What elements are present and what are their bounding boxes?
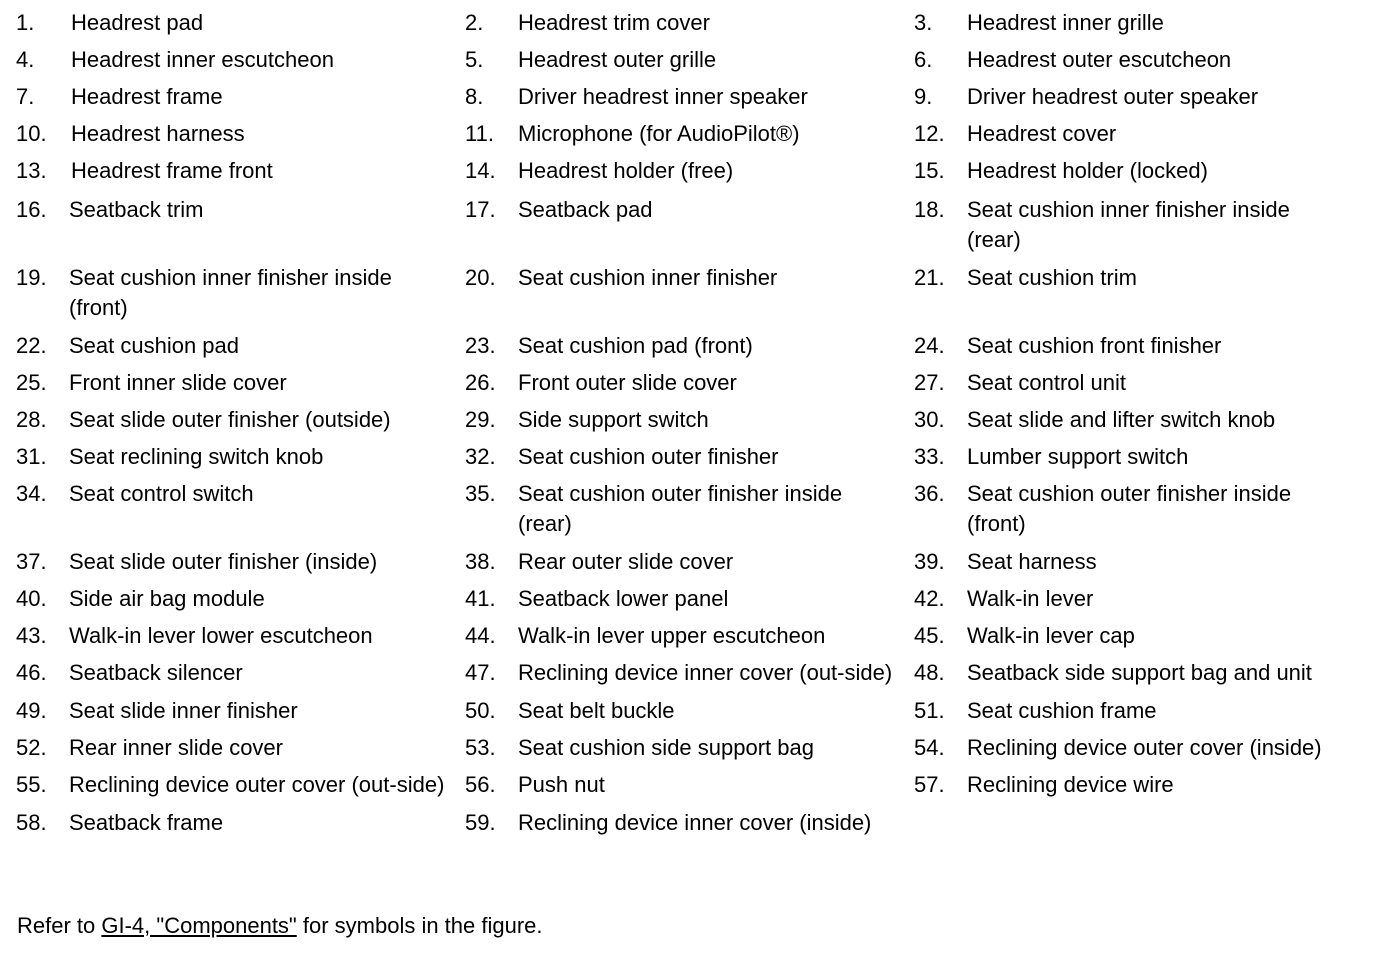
legend-item [914, 263, 1363, 293]
item-label: Seat cushion inner finisher inside (rear) [967, 197, 1290, 252]
item-label: Seatback trim [69, 197, 204, 222]
item-number: 12. [914, 121, 945, 146]
legend-row [16, 658, 1376, 688]
item-number: 27. [914, 370, 945, 395]
item-number: 47. [465, 660, 496, 685]
item-number: 36. [914, 481, 945, 506]
item-label: Seat slide and lifter switch knob [967, 407, 1276, 432]
legend-row [16, 442, 1376, 472]
item-number: 2. [465, 10, 484, 35]
legend-item [465, 696, 914, 726]
legend-item [465, 119, 914, 149]
legend-item [914, 45, 1363, 75]
legend-item [465, 8, 914, 38]
legend-item [16, 770, 465, 800]
legend-item [16, 547, 465, 577]
legend-item [914, 8, 1363, 38]
legend-item [914, 331, 1363, 361]
item-label: Headrest trim cover [518, 10, 710, 35]
legend-item [16, 442, 465, 472]
item-number: 3. [914, 10, 933, 35]
item-label: Lumber support switch [967, 444, 1189, 469]
legend-row [16, 621, 1376, 651]
item-number: 37. [16, 549, 47, 574]
item-number: 22. [16, 333, 47, 358]
legend-row [16, 479, 1376, 539]
item-label: Headrest holder (free) [518, 158, 734, 183]
item-label: Front inner slide cover [69, 370, 287, 395]
legend-item [465, 584, 914, 614]
components-link[interactable]: GI-4, "Components" [101, 913, 297, 938]
item-number: 9. [914, 84, 933, 109]
legend-item [465, 658, 914, 688]
item-label: Walk-in lever [967, 586, 1094, 611]
legend-item [16, 733, 465, 763]
item-number: 50. [465, 698, 496, 723]
item-number: 29. [465, 407, 496, 432]
item-number: 4. [16, 47, 35, 72]
item-label: Seat cushion inner finisher [518, 265, 778, 290]
legend-item [465, 405, 914, 435]
item-label: Headrest pad [71, 10, 204, 35]
item-label: Driver headrest outer speaker [967, 84, 1259, 109]
legend-item [914, 156, 1363, 186]
item-number: 57. [914, 772, 945, 797]
item-number: 23. [465, 333, 496, 358]
legend-item [465, 263, 914, 293]
item-number: 46. [16, 660, 47, 685]
legend-item [16, 8, 465, 38]
item-number: 14. [465, 158, 496, 183]
item-number: 44. [465, 623, 496, 648]
legend-item [16, 808, 465, 838]
item-label: Reclining device inner cover (out-side) [518, 660, 893, 685]
legend-item [16, 45, 465, 75]
legend-item [914, 368, 1363, 398]
item-number: 13. [16, 158, 47, 183]
item-number: 32. [465, 444, 496, 469]
legend-item [16, 368, 465, 398]
item-label: Headrest frame front [71, 158, 273, 183]
legend-item [16, 584, 465, 614]
item-number: 59. [465, 810, 496, 835]
item-number: 55. [16, 772, 47, 797]
reference-prefix: Refer to [17, 913, 102, 938]
reference-suffix: for symbols in the figure. [296, 913, 543, 938]
legend-row [16, 808, 1376, 838]
item-label: Side air bag module [69, 586, 265, 611]
legend-item [465, 733, 914, 763]
legend-item [16, 156, 465, 186]
legend-item [16, 119, 465, 149]
item-label: Seat slide outer finisher (outside) [69, 407, 391, 432]
item-label: Seat harness [967, 549, 1097, 574]
item-label: Seat cushion pad (front) [518, 333, 753, 358]
legend-item [16, 479, 465, 509]
item-label: Seatback frame [69, 810, 224, 835]
item-number: 58. [16, 810, 47, 835]
item-label: Rear outer slide cover [518, 549, 734, 574]
item-number: 21. [914, 265, 945, 290]
item-label: Reclining device inner cover (inside) [518, 810, 872, 835]
legend-row [16, 195, 1376, 255]
legend-item [914, 621, 1363, 651]
item-number: 53. [465, 735, 496, 760]
item-label: Seat cushion outer finisher inside (front) [967, 481, 1292, 536]
legend-item [16, 696, 465, 726]
legend-row [16, 733, 1376, 763]
legend-item [914, 547, 1363, 577]
legend-item [465, 479, 914, 539]
parts-legend [16, 8, 1376, 845]
item-label: Seat reclining switch knob [69, 444, 324, 469]
legend-row [16, 45, 1376, 75]
legend-row [16, 82, 1376, 112]
item-label: Driver headrest inner speaker [518, 84, 808, 109]
item-number: 18. [914, 197, 945, 222]
item-label: Front outer slide cover [518, 370, 737, 395]
item-label: Seat cushion pad [69, 333, 240, 358]
legend-item [465, 45, 914, 75]
item-label: Seatback side support bag and unit [967, 660, 1312, 685]
item-number: 48. [914, 660, 945, 685]
item-label: Side support switch [518, 407, 709, 432]
item-number: 34. [16, 481, 47, 506]
legend-item [16, 195, 465, 225]
item-label: Walk-in lever lower escutcheon [69, 623, 373, 648]
item-number: 6. [914, 47, 933, 72]
item-label: Headrest harness [71, 121, 245, 146]
item-label: Seat cushion outer finisher [518, 444, 779, 469]
legend-item [914, 442, 1363, 472]
legend-item [465, 156, 914, 186]
item-label: Seat cushion outer finisher inside (rear) [518, 481, 843, 536]
item-label: Seat cushion inner finisher inside (front) [69, 265, 392, 320]
item-label: Reclining device outer cover (out-side) [69, 772, 445, 797]
legend-item [16, 658, 465, 688]
item-number: 51. [914, 698, 945, 723]
item-number: 28. [16, 407, 47, 432]
item-number: 20. [465, 265, 496, 290]
item-label: Seat cushion side support bag [518, 735, 814, 760]
item-number: 42. [914, 586, 945, 611]
item-number: 17. [465, 197, 496, 222]
item-label: Headrest inner grille [967, 10, 1164, 35]
item-label: Seat control unit [967, 370, 1126, 395]
legend-row [16, 696, 1376, 726]
item-label: Rear inner slide cover [69, 735, 283, 760]
item-number: 24. [914, 333, 945, 358]
item-number: 15. [914, 158, 945, 183]
legend-item [914, 479, 1363, 539]
item-number: 41. [465, 586, 496, 611]
item-label: Reclining device outer cover (inside) [967, 735, 1322, 760]
legend-item [914, 195, 1363, 255]
legend-item [16, 82, 465, 112]
item-number: 38. [465, 549, 496, 574]
item-number: 33. [914, 444, 945, 469]
legend-item [465, 770, 914, 800]
legend-row [16, 263, 1376, 323]
item-label: Seat cushion front finisher [967, 333, 1222, 358]
legend-row [16, 770, 1376, 800]
item-label: Seat belt buckle [518, 698, 675, 723]
legend-item [16, 405, 465, 435]
legend-row [16, 331, 1376, 361]
legend-item [465, 195, 914, 225]
legend-item [16, 621, 465, 651]
item-label: Seat cushion frame [967, 698, 1157, 723]
item-number: 54. [914, 735, 945, 760]
legend-item [465, 621, 914, 651]
item-number: 45. [914, 623, 945, 648]
item-number: 30. [914, 407, 945, 432]
item-label: Microphone (for AudioPilot®) [518, 121, 800, 146]
item-number: 39. [914, 549, 945, 574]
item-label: Reclining device wire [967, 772, 1174, 797]
item-label: Headrest inner escutcheon [71, 47, 334, 72]
item-number: 5. [465, 47, 484, 72]
legend-row [16, 156, 1376, 186]
legend-row [16, 368, 1376, 398]
item-number: 7. [16, 84, 35, 109]
item-number: 49. [16, 698, 47, 723]
item-label: Headrest frame [71, 84, 223, 109]
item-label: Headrest cover [967, 121, 1117, 146]
legend-row [16, 547, 1376, 577]
item-label: Seat control switch [69, 481, 254, 506]
legend-row [16, 119, 1376, 149]
item-number: 1. [16, 10, 35, 35]
item-label: Headrest outer grille [518, 47, 717, 72]
legend-item [465, 331, 914, 361]
legend-item [914, 405, 1363, 435]
legend-row [16, 8, 1376, 38]
item-label: Seatback pad [518, 197, 653, 222]
item-label: Walk-in lever cap [967, 623, 1135, 648]
item-number: 16. [16, 197, 47, 222]
item-number: 19. [16, 265, 47, 290]
item-number: 8. [465, 84, 484, 109]
legend-item [16, 331, 465, 361]
item-number: 43. [16, 623, 47, 648]
legend-item [914, 733, 1363, 763]
item-number: 10. [16, 121, 47, 146]
legend-item [465, 547, 914, 577]
item-label: Push nut [518, 772, 605, 797]
legend-row [16, 405, 1376, 435]
legend-item [914, 770, 1363, 800]
legend-item [914, 584, 1363, 614]
item-number: 52. [16, 735, 47, 760]
item-number: 35. [465, 481, 496, 506]
reference-note [17, 911, 543, 941]
item-number: 25. [16, 370, 47, 395]
legend-item [465, 82, 914, 112]
legend-item [914, 82, 1363, 112]
item-number: 56. [465, 772, 496, 797]
item-label: Seatback silencer [69, 660, 243, 685]
legend-item [465, 368, 914, 398]
item-number: 26. [465, 370, 496, 395]
legend-item [914, 119, 1363, 149]
item-label: Walk-in lever upper escutcheon [518, 623, 826, 648]
item-number: 31. [16, 444, 47, 469]
item-label: Seat slide outer finisher (inside) [69, 549, 378, 574]
legend-row [16, 584, 1376, 614]
legend-item [914, 696, 1363, 726]
item-label: Headrest holder (locked) [967, 158, 1208, 183]
item-number: 40. [16, 586, 47, 611]
item-number: 11. [465, 121, 494, 146]
item-label: Headrest outer escutcheon [967, 47, 1232, 72]
item-label: Seat slide inner finisher [69, 698, 298, 723]
item-label: Seatback lower panel [518, 586, 729, 611]
legend-item [465, 442, 914, 472]
legend-item [465, 808, 914, 838]
legend-item [914, 658, 1363, 688]
item-label: Seat cushion trim [967, 265, 1137, 290]
legend-item [16, 263, 465, 323]
